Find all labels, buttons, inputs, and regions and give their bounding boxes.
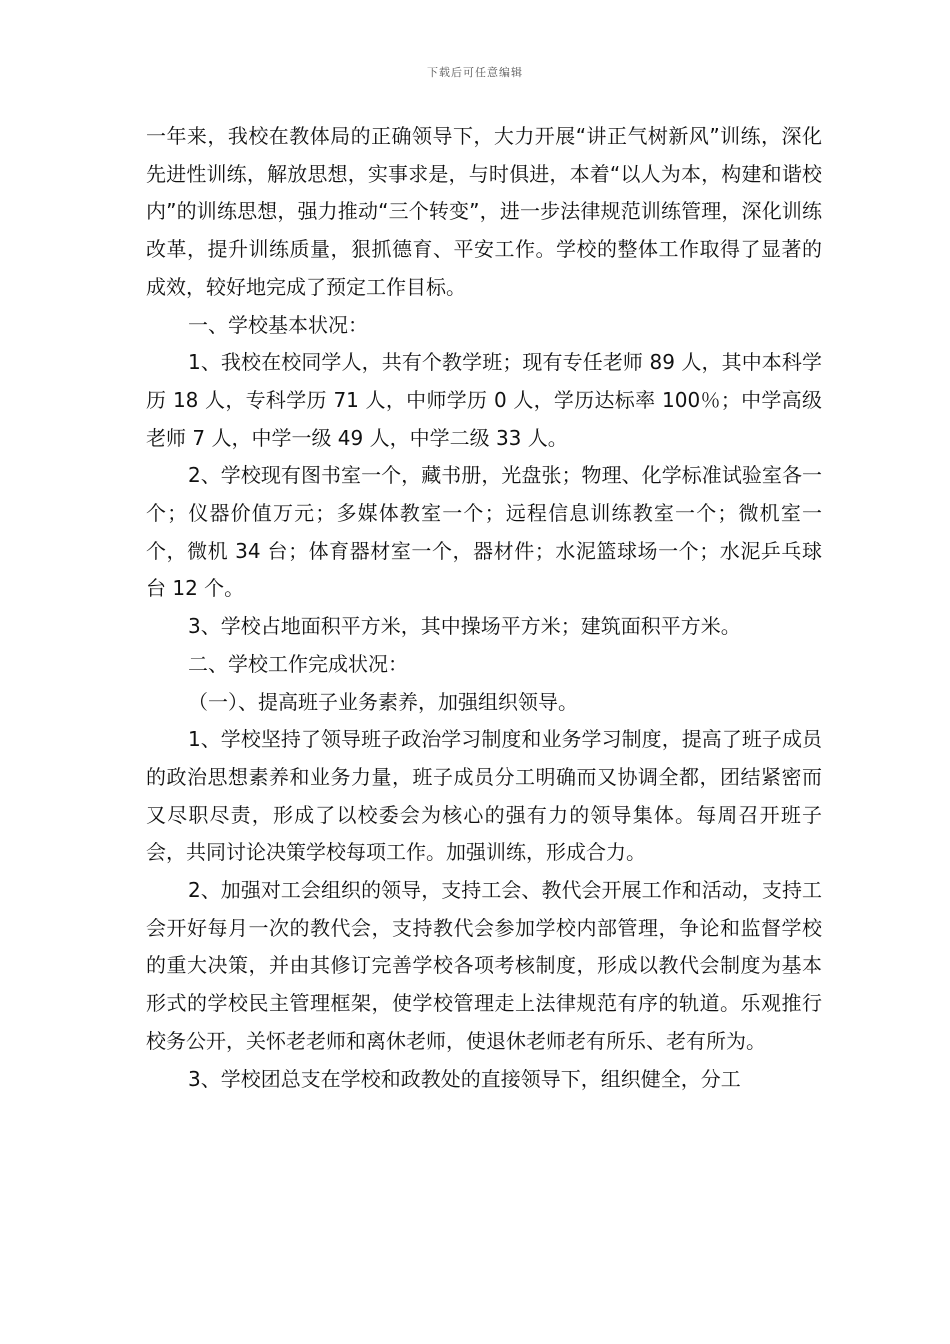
subsection-heading-leadership: （一）、提高班子业务素养，加强组织领导。	[188, 689, 578, 714]
paragraph-union-leadership: 2、加强对工会组织的领导，支持工会、教代会开展工作和活动，支持工会开好每月一次的教代会，支持教代会参加学校内部管理，争论和监督学校的重大决策，并由其修订完善学校各项考核制度，形成以教代会制度为基本形式的学校民主管理框架，使学校管理走上法律规范有序的轨道。乐观推行校务公开，关怀老老师和离休老师，使退休老师老有所乐、老有所为。	[146, 878, 822, 1053]
document-body	[146, 118, 822, 1098]
paragraph-leadership-study: 1、学校坚持了领导班子政治学习制度和业务学习制度，提高了班子成员的政治思想素养和业务力量，班子成员分工明确而又协调全都，团结紧密而又尽职尽责，形成了以校委会为核心的强有力的领导集体。每周召开班子会，共同讨论决策学校每项工作。加强训练，形成合力。	[146, 727, 822, 865]
paragraph-area: 3、学校占地面积平方米，其中操场平方米；建筑面积平方米。	[188, 614, 741, 639]
paragraph-intro: 一年来，我校在教体局的正确领导下，大力开展“讲正气树新风”训练，深化先进性训练，解放思想，实事求是，与时俱进，本着“以人为本，构建和谐校内”的训练思想，强力推动“三个转变”，进一步法律规范训练管理，深化训练改革，提升训练质量，狠抓德育、平安工作。学校的整体工作取得了显著的成效，较好地完成了预定工作目标。	[146, 124, 822, 299]
page-header: 下载后可任意编辑	[427, 66, 523, 79]
paragraph-youth-league: 3、学校团总支在学校和政教处的直接领导下，组织健全，分工	[188, 1066, 741, 1091]
paragraph-facilities: 2、学校现有图书室一个，藏书册，光盘张；物理、化学标准试验室各一个；仪器价值万元；多媒体教室一个；远程信息训练教室一个；微机室一个，微机 34 台；体育器材室一个，器材件；水泥篮球场一个；水泥乒乓球台 12 个。	[146, 463, 822, 601]
paragraph-students-teachers: 1、我校在校同学人，共有个教学班；现有专任老师 89 人，其中本科学历 18 人，专科学历 71 人，中师学历 0 人，学历达标率 100％；中学高级老师 7 人，中学一级 49 人，中学二级 33 人。	[146, 350, 822, 450]
section-heading-basic-status: 一、学校基本状况：	[188, 312, 368, 337]
section-heading-work-completion: 二、学校工作完成状况：	[188, 651, 408, 676]
